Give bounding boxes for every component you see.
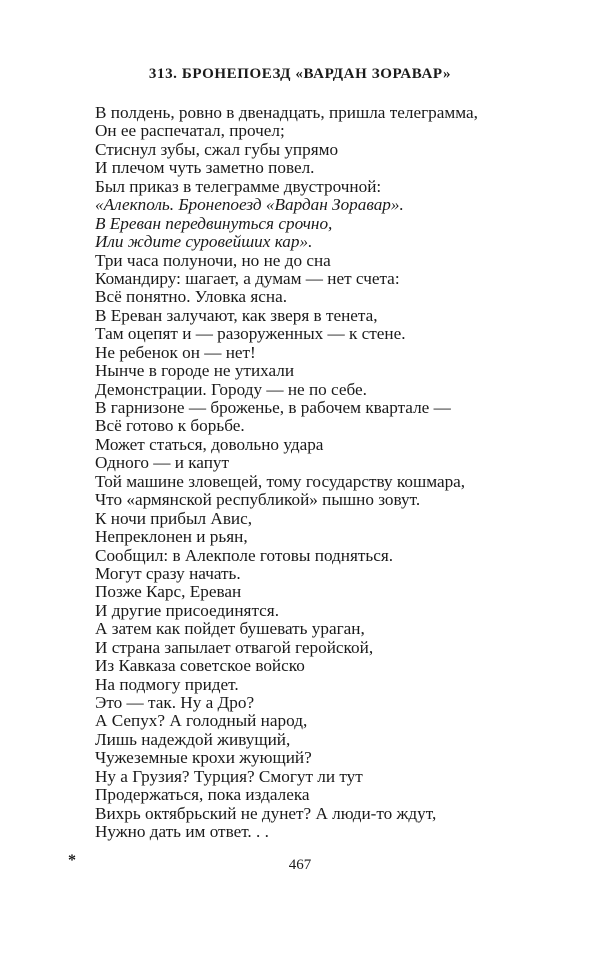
poem-line: Непреклонен и рьян,: [95, 527, 248, 547]
poem-line: Ну а Грузия? Турция? Смогут ли тут: [95, 766, 363, 786]
poem-line: Это — так. Ну а Дро?: [95, 693, 255, 712]
poem-line: Нужно дать им ответ. . .: [95, 822, 269, 842]
poem-line: Может статься, довольно удара: [95, 434, 324, 454]
poem-line: В Ереван передвинуться срочно,: [95, 213, 333, 233]
poem-line: К ночи прибыл Авис,: [95, 508, 253, 528]
poem-line: В гарнизоне — броженье, в рабочем квартале —: [95, 398, 451, 417]
poem-line: Всё готово к борьбе.: [95, 416, 245, 436]
poem-line: «Алекполь. Бронепоезд «Вардан Зоравар».: [95, 195, 404, 215]
poem-line: В полдень, ровно в двенадцать, пришла телеграмма,: [95, 103, 478, 122]
poem-line: Командиру: шагает, а думам — нет счета:: [95, 268, 400, 288]
poem-line: Там оцепят и — разоруженных — к стене.: [95, 324, 406, 344]
poem-line: И плечом чуть заметно повел.: [95, 158, 315, 178]
poem-line: Вихрь октябрьский не дунет? А люди-то ждут,: [95, 803, 437, 823]
poem-line: Лишь надеждой живущий,: [95, 729, 291, 749]
poem-line: Той машине зловещей, тому государству кошмара,: [95, 471, 466, 491]
poem-title: 313. БРОНЕПОЕЗД «ВАРДАН ЗОРАВАР»: [148, 66, 452, 82]
poem-line: Он ее распечатал, прочел;: [95, 121, 285, 141]
poem-line: Был приказ в телеграмме двустрочной:: [95, 176, 382, 196]
poem-line: Демонстрации. Городу — не по себе.: [95, 379, 367, 399]
poem-line: Три часа полуночи, но не до сна: [95, 250, 331, 270]
poem-line: Позже Карс, Ереван: [95, 582, 242, 602]
poem-line: Сообщил: в Алекполе готовы подняться.: [95, 545, 394, 565]
poem-line: И страна запылает отвагой геройской,: [95, 637, 374, 657]
poem-line: Из Кавказа советское войско: [95, 656, 305, 676]
poem-line: Продержаться, пока издалека: [95, 785, 310, 805]
poem-line: А Сепух? А голодный народ,: [95, 711, 308, 731]
poem-line: Одного — и капут: [95, 453, 230, 473]
poem-line: Что «армянской республикой» пышно зовут.: [95, 490, 421, 510]
poem-line: В Ереван залучают, как зверя в тенета,: [95, 305, 378, 325]
poem-line: Чужеземные крохи жующий?: [95, 748, 312, 768]
poem-line: Всё понятно. Уловка ясна.: [95, 287, 287, 307]
signature-mark: *: [68, 852, 76, 869]
poem-line: А затем как пойдет бушевать ураган,: [95, 619, 365, 639]
poem-line: Могут сразу начать.: [95, 563, 241, 583]
poem-line: Или ждите суровейших кар».: [95, 232, 313, 252]
poem-line: И другие присоединятся.: [95, 600, 280, 620]
poem-line: Стиснул зубы, сжал губы упрямо: [95, 139, 339, 159]
poem-line: Нынче в городе не утихали: [95, 361, 295, 381]
poem-line: На подмогу придет.: [95, 674, 239, 694]
poem-line: Не ребенок он — нет!: [95, 342, 256, 362]
poem-body: [95, 104, 565, 842]
page-number: 467: [288, 857, 312, 873]
